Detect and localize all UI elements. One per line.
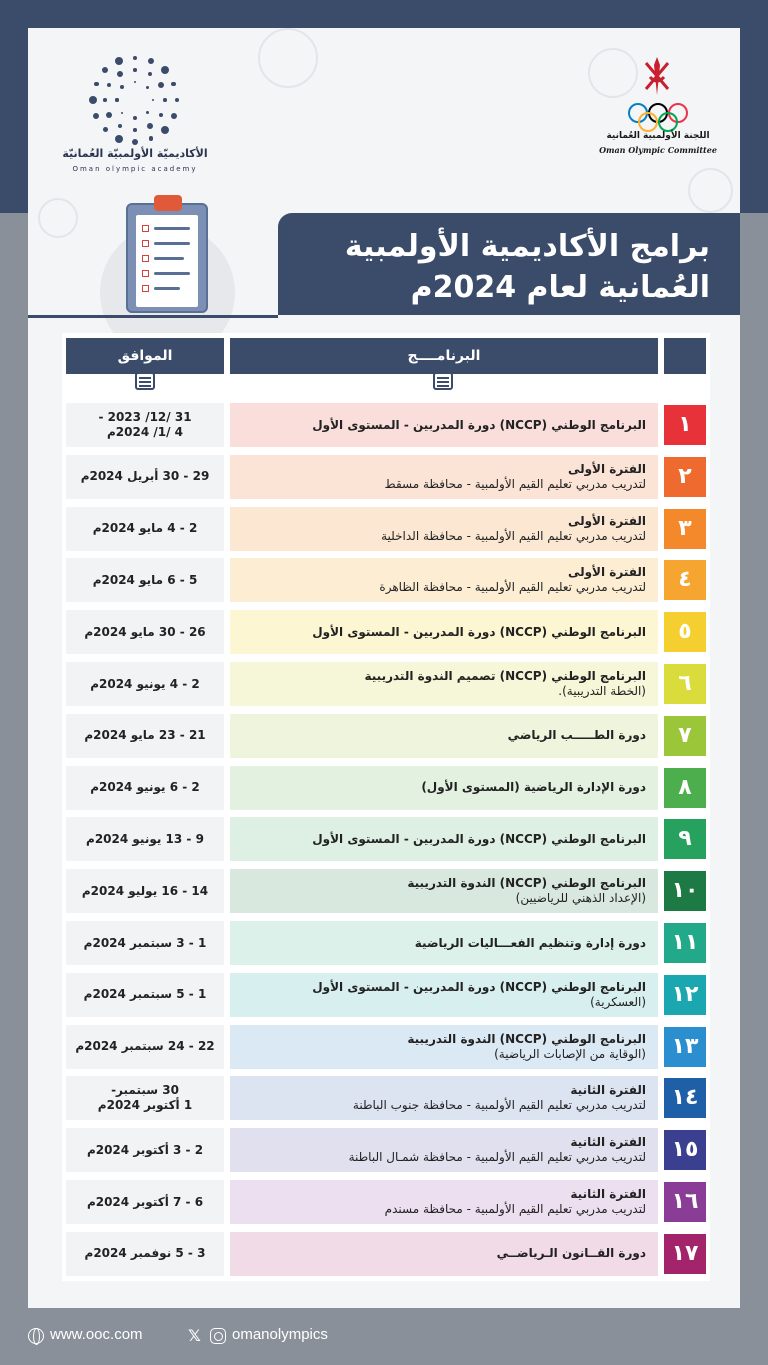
program-subtitle: (العسكرية) <box>590 994 646 1009</box>
x-twitter-icon[interactable]: 𝕏 <box>188 1326 201 1345</box>
column-header-number <box>664 338 706 374</box>
program-cell <box>230 1180 658 1224</box>
program-cell <box>230 1232 658 1276</box>
program-subtitle: (الإعداد الذهني للرياضيين) <box>515 891 646 906</box>
program-subtitle: (الخطة التدريبية). <box>558 684 646 698</box>
date-cell <box>66 558 224 602</box>
program-title: الفترة الأولى <box>567 565 646 580</box>
page-title-box <box>278 213 740 315</box>
book-icon <box>433 372 453 390</box>
date-cell <box>66 766 224 810</box>
date-line1: 14 - 16 يوليو 2024م <box>81 883 209 898</box>
date-line1: 9 - 13 يونيو 2024م <box>86 831 204 846</box>
academy-logo-dots-icon <box>85 55 185 145</box>
date-line1: 6 - 7 أكتوبر 2024م <box>86 1194 204 1209</box>
date-cell <box>66 507 224 551</box>
row-number-badge: ١٧ <box>664 1234 706 1274</box>
table-row <box>62 766 710 810</box>
program-title: البرنامج الوطني (NCCP) الندوة التدريبية <box>407 1031 646 1046</box>
row-number-badge: ١٥ <box>664 1130 706 1170</box>
program-title: البرنامج الوطني (NCCP) دورة المدربين - المستوى الأول <box>312 417 646 432</box>
table-row <box>62 610 710 654</box>
social-handle[interactable]: omanolympics <box>232 1326 328 1343</box>
date-line1: 3 - 5 نوفمبر 2024م <box>84 1246 206 1261</box>
row-number-badge: ٦ <box>664 664 706 704</box>
program-title: الفترة الأولى <box>567 513 646 528</box>
table-row <box>62 817 710 861</box>
program-subtitle: لتدريب مدربي تعليم القيم الأولمبية - محافظة الظاهرة <box>379 580 646 595</box>
program-cell <box>230 507 658 551</box>
program-cell <box>230 1025 658 1069</box>
academy-name-en: Oman olympic academy <box>72 165 198 173</box>
program-title: الفترة الثانية <box>570 1083 646 1098</box>
programs-table <box>62 333 710 1281</box>
date-cell <box>66 403 224 447</box>
instagram-icon[interactable] <box>210 1328 226 1344</box>
globe-icon <box>28 1328 44 1344</box>
date-line1: 2 - 4 يونيو 2024م <box>90 676 200 691</box>
date-line1: 26 - 30 مايو 2024م <box>84 624 206 639</box>
table-row <box>62 1025 710 1069</box>
date-line1: 1 - 3 سبتمبر 2024م <box>83 935 207 950</box>
row-number-badge: ١٠ <box>664 871 706 911</box>
program-cell <box>230 403 658 447</box>
table-row <box>62 507 710 551</box>
row-number-badge: ١٦ <box>664 1182 706 1222</box>
date-cell <box>66 1232 224 1276</box>
column-header-program: البرنامــــج <box>230 338 658 374</box>
row-number-badge: ١٣ <box>664 1027 706 1067</box>
date-cell <box>66 455 224 499</box>
program-title: دورة إدارة وتنظيم الفعـــاليات الرياضية <box>414 935 646 950</box>
date-line1: 1 - 5 سبتمبر 2024م <box>83 987 207 1002</box>
program-cell <box>230 869 658 913</box>
table-row <box>62 921 710 965</box>
program-cell <box>230 766 658 810</box>
date-line1: 29 - 30 أبريل 2024م <box>80 469 210 484</box>
date-line1: 5 - 6 مايو 2024م <box>92 572 198 587</box>
page-title-line2: العُمانية لعام 2024م <box>410 270 710 305</box>
row-number-badge: ٣ <box>664 509 706 549</box>
academy-name-ar: الأكاديميّة الأولمبيّة العُمانيّة <box>62 147 208 160</box>
table-row <box>62 455 710 499</box>
column-header-date: الموافق <box>66 338 224 374</box>
table-row <box>62 973 710 1017</box>
program-cell <box>230 610 658 654</box>
row-number-badge: ٩ <box>664 819 706 859</box>
program-title: الفترة الثانية <box>570 1135 646 1150</box>
table-row <box>62 1180 710 1224</box>
website-link[interactable]: www.ooc.com <box>50 1326 143 1343</box>
row-number-badge: ٢ <box>664 457 706 497</box>
committee-name-en: Oman Olympic Committee <box>599 145 717 155</box>
program-cell <box>230 1128 658 1172</box>
program-subtitle: لتدريب مدربي تعليم القيم الأولمبية - محافظة جنوب الباطنة <box>352 1098 646 1113</box>
date-line2: 4 /1/ 2024م <box>106 425 184 439</box>
date-line1: 21 - 23 مايو 2024م <box>84 728 206 743</box>
table-row <box>62 1076 710 1120</box>
row-number-badge: ٨ <box>664 768 706 808</box>
date-line1: 31 /12/ 2023 - <box>98 410 192 424</box>
date-cell <box>66 817 224 861</box>
olympic-rings-icon <box>628 103 688 133</box>
committee-logo <box>598 55 728 165</box>
date-cell <box>66 1025 224 1069</box>
program-cell <box>230 817 658 861</box>
program-title: البرنامج الوطني (NCCP) الندوة التدريبية <box>407 876 646 891</box>
date-line1: 2 - 6 يونيو 2024م <box>90 780 200 795</box>
row-number-badge: ٤ <box>664 560 706 600</box>
date-cell <box>66 1180 224 1224</box>
date-line1: 2 - 4 مايو 2024م <box>92 521 198 536</box>
date-cell <box>66 1128 224 1172</box>
program-subtitle: (الوقاية من الإصابات الرياضية) <box>494 1046 646 1061</box>
calendar-icon <box>135 372 155 390</box>
row-number-badge: ١٢ <box>664 975 706 1015</box>
program-title: دورة القــانون الـرياضــي <box>496 1246 646 1261</box>
program-title: البرنامج الوطني (NCCP) دورة المدربين - المستوى الأول <box>312 831 646 846</box>
table-row <box>62 1232 710 1276</box>
row-number-badge: ٥ <box>664 612 706 652</box>
page-title-line1: برامج الأكاديمية الأولمبية <box>344 229 710 264</box>
program-cell <box>230 1076 658 1120</box>
date-cell <box>66 869 224 913</box>
date-cell <box>66 662 224 706</box>
date-cell <box>66 973 224 1017</box>
row-number-badge: ١ <box>664 405 706 445</box>
program-title: البرنامج الوطني (NCCP) دورة المدربين - المستوى الأول <box>312 624 646 639</box>
table-row <box>62 403 710 447</box>
title-underline <box>28 315 278 318</box>
program-cell <box>230 921 658 965</box>
khanjar-crest-icon <box>644 55 670 101</box>
program-cell <box>230 662 658 706</box>
committee-name-ar: اللجنة الأولمبية العُمانية <box>606 131 710 141</box>
program-title: البرنامج الوطني (NCCP) تصميم الندوة التدريبية <box>364 669 646 683</box>
program-cell <box>230 714 658 758</box>
row-number-badge: ٧ <box>664 716 706 756</box>
row-number-badge: ١١ <box>664 923 706 963</box>
program-title: البرنامج الوطني (NCCP) دورة المدربين - المستوى الأول <box>312 979 646 994</box>
date-line1: 30 سبتمبر- <box>111 1083 179 1098</box>
program-subtitle: لتدريب مدربي تعليم القيم الأولمبية - محافظة شمـال الباطنة <box>348 1150 646 1165</box>
program-title: الفترة الثانية <box>570 1187 646 1201</box>
table-row <box>62 558 710 602</box>
row-number-badge: ١٤ <box>664 1078 706 1118</box>
academy-logo <box>60 55 210 175</box>
program-subtitle: لتدريب مدربي تعليم القيم الأولمبية - محافظة الداخلية <box>381 528 646 543</box>
table-row <box>62 1128 710 1172</box>
program-title: دورة الإدارة الرياضية (المستوى الأول) <box>421 780 646 795</box>
program-cell <box>230 973 658 1017</box>
clipboard-icon <box>126 203 208 313</box>
table-row <box>62 714 710 758</box>
date-cell <box>66 1076 224 1120</box>
program-title: الفترة الأولى <box>567 461 646 476</box>
program-cell <box>230 455 658 499</box>
date-line2: 1 أكتوبر 2024م <box>97 1098 193 1113</box>
date-cell <box>66 921 224 965</box>
program-title: دورة الطـــــب الرياضي <box>507 728 646 743</box>
program-cell <box>230 558 658 602</box>
program-subtitle: لتدريب مدربي تعليم القيم الأولمبية - محافظة مسقط <box>384 476 646 491</box>
table-row <box>62 662 710 706</box>
date-line1: 2 - 3 أكتوبر 2024م <box>86 1142 204 1157</box>
program-subtitle: لتدريب مدربي تعليم القيم الأولمبية - محافظة مسندم <box>384 1202 646 1216</box>
date-cell <box>66 714 224 758</box>
date-cell <box>66 610 224 654</box>
date-line1: 22 - 24 سبتمبر 2024م <box>75 1039 215 1054</box>
table-row <box>62 869 710 913</box>
